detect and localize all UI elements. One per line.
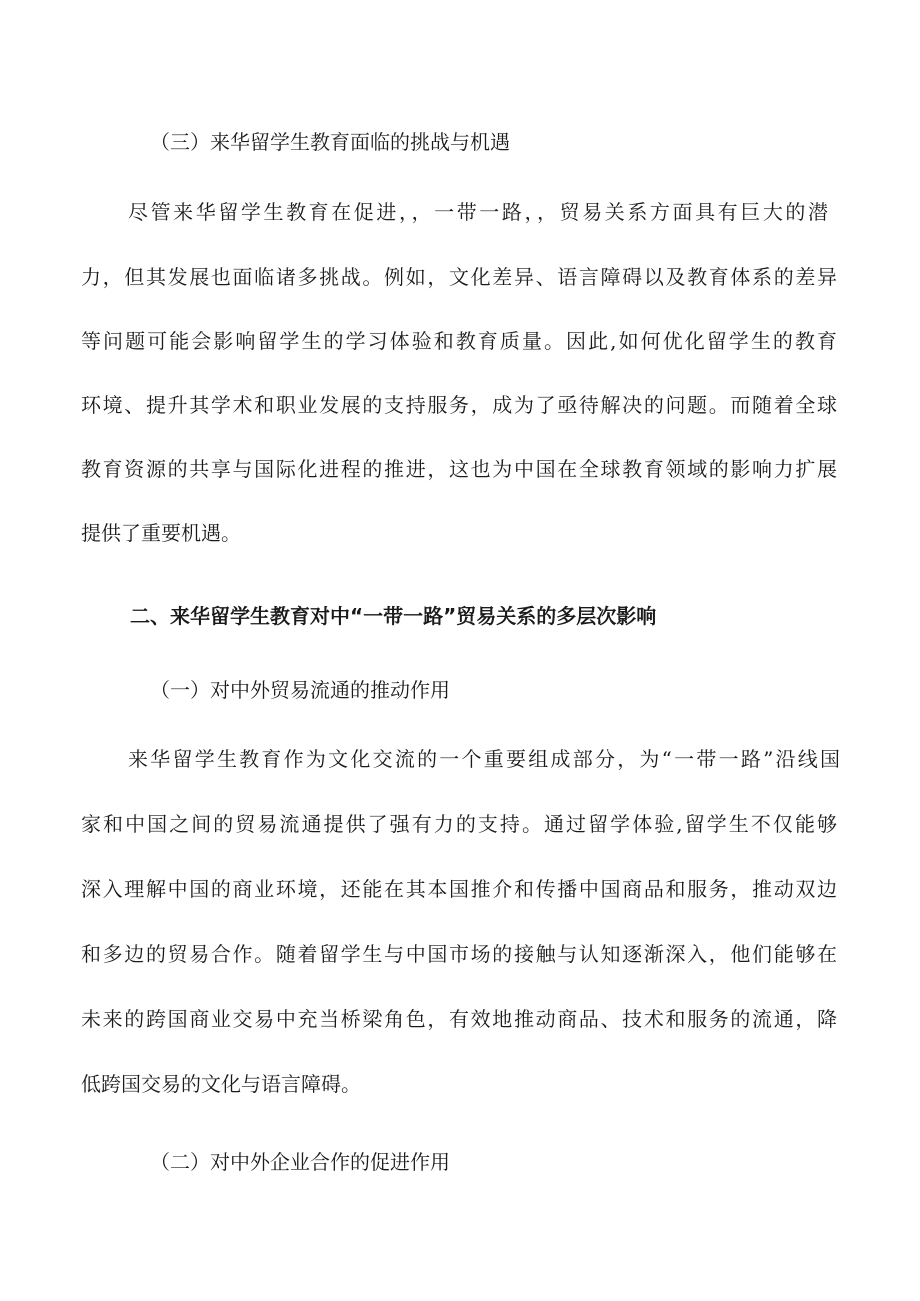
paragraph-line: 未来的跨国商业交易中充当桥梁角色，有效地推动商品、技术和服务的流通，降	[81, 1007, 837, 1031]
paragraph-line: 提供了重要机遇。	[81, 521, 241, 545]
paragraph-line: 低跨国交易的文化与语言障碍。	[81, 1072, 361, 1096]
paragraph-line: 教育资源的共享与国际化进程的推进，这也为中国在全球教育领域的影响力扩展	[81, 457, 837, 481]
part-heading-impact: 二、来华留学生教育对中“一带一路”贸易关系的多层次影响	[130, 604, 657, 628]
section-heading-challenges: （三）来华留学生教育面临的挑战与机遇	[150, 130, 510, 154]
paragraph-line: 尽管来华留学生教育在促进，，一带一路，，贸易关系方面具有巨大的潜	[128, 200, 828, 224]
paragraph-line: 来华留学生教育作为文化交流的一个重要组成部分，为“一带一路”沿线国	[128, 747, 840, 771]
section-heading-enterprise-cooperation: （二）对中外企业合作的促进作用	[150, 1150, 450, 1174]
paragraph-line: 深入理解中国的商业环境，还能在其本国推介和传播中国商品和服务，推动双边	[81, 877, 837, 901]
paragraph-line: 等问题可能会影响留学生的学习体验和教育质量。因此,如何优化留学生的教育	[81, 329, 837, 353]
paragraph-line: 环境、提升其学术和职业发展的支持服务，成为了亟待解决的问题。而随着全球	[81, 393, 837, 417]
paragraph-line: 力，但其发展也面临诸多挑战。例如，文化差异、语言障碍以及教育体系的差异	[81, 265, 837, 289]
section-heading-trade-flow: （一）对中外贸易流通的推动作用	[150, 678, 450, 702]
paragraph-line: 家和中国之间的贸易流通提供了强有力的支持。通过留学体验,留学生不仅能够	[81, 812, 837, 836]
paragraph-line: 和多边的贸易合作。随着留学生与中国市场的接触与认知逐渐深入，他们能够在	[81, 942, 837, 966]
